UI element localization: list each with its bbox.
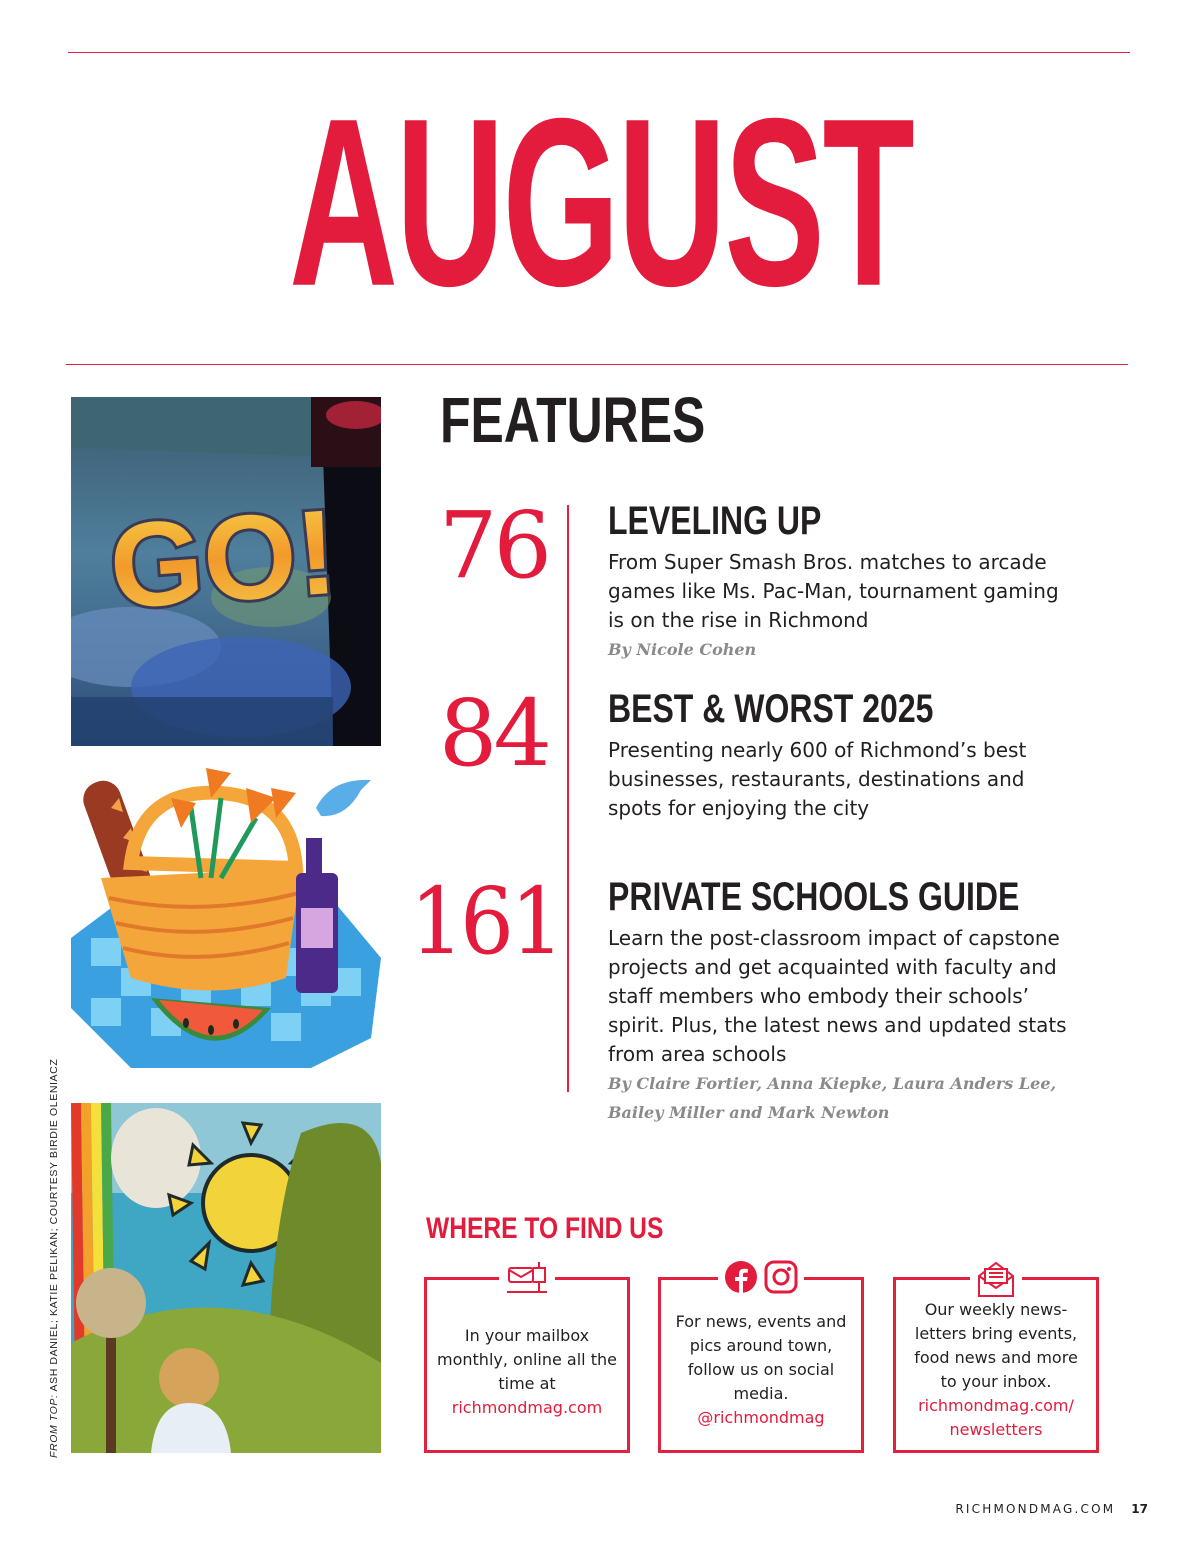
- section-divider: [66, 364, 1128, 365]
- picnic-illustration: [71, 768, 381, 1082]
- instagram-icon[interactable]: [764, 1260, 798, 1294]
- feature-byline: By Claire Fortier, Anna Kiepke, Laura Anders Lee, Bailey Miller and Mark Newton: [608, 1074, 1057, 1122]
- mural-photo: [71, 1103, 381, 1453]
- photo-credit-text: ASH DANIEL; KATIE PELIKAN; COURTESY BIRDIE OLENIACZ: [48, 1058, 60, 1392]
- mailbox-icon: [499, 1260, 555, 1294]
- social-handle-link[interactable]: @richmondmag: [697, 1408, 825, 1427]
- website-link[interactable]: richmondmag.com: [451, 1398, 603, 1417]
- envelope-icon: [970, 1260, 1022, 1298]
- month-title: AUGUST: [289, 68, 913, 336]
- page-footer: [955, 1502, 1148, 1516]
- facebook-icon[interactable]: [724, 1260, 758, 1294]
- photo-credit: [48, 1059, 60, 1458]
- footer-site[interactable]: RICHMONDMAG.COM: [955, 1502, 1116, 1516]
- feature-page-number: 76: [438, 492, 548, 599]
- go-screen-text: GO!: [105, 484, 341, 635]
- newsletter-info-box: [893, 1277, 1099, 1453]
- feature-byline: By Nicole Cohen: [608, 640, 757, 659]
- feature-title: LEVELING UP: [608, 499, 822, 543]
- where-to-find-us-heading: WHERE TO FIND US: [426, 1212, 664, 1245]
- features-heading: FEATURES: [440, 384, 706, 456]
- social-info-box: [658, 1277, 864, 1453]
- feature-description: Learn the post-classroom impact of capstone projects and get acquainted with faculty and staff members who embody their schools’ spirit. Plus, the latest news and updated stats from area schools: [608, 926, 1067, 1066]
- mailbox-text: In your mailbox monthly, online all the time at: [437, 1326, 617, 1393]
- top-divider: [68, 52, 1130, 53]
- feature-page-number: 161: [410, 868, 561, 975]
- photo-credit-prefix: FROM TOP:: [48, 1394, 60, 1458]
- feature-item[interactable]: [608, 688, 1078, 823]
- feature-item[interactable]: [608, 500, 1078, 664]
- feature-description: From Super Smash Bros. matches to arcade games like Ms. Pac-Man, tournament gaming is on the rise in Richmond: [608, 550, 1059, 632]
- social-icons: [718, 1260, 804, 1294]
- feature-page-number: 84: [438, 680, 548, 787]
- social-text: For news, events and pics around town, follow us on social media.: [675, 1312, 847, 1403]
- features-divider: [567, 505, 569, 1092]
- arcade-game-photo: [71, 397, 381, 746]
- newsletter-link[interactable]: richmondmag.com/ newsletters: [918, 1396, 1074, 1439]
- feature-item[interactable]: [608, 876, 1078, 1127]
- newsletter-text: Our weekly news-letters bring events, food news and more to your inbox.: [914, 1300, 1078, 1391]
- mailbox-info-box: [424, 1277, 630, 1453]
- feature-title: BEST & WORST 2025: [608, 687, 934, 731]
- feature-description: Presenting nearly 600 of Richmond’s best businesses, restaurants, destinations and spots for enjoying the city: [608, 738, 1027, 820]
- feature-title: PRIVATE SCHOOLS GUIDE: [608, 875, 1020, 919]
- masthead: [0, 68, 1186, 336]
- page-number: 17: [1131, 1502, 1148, 1516]
